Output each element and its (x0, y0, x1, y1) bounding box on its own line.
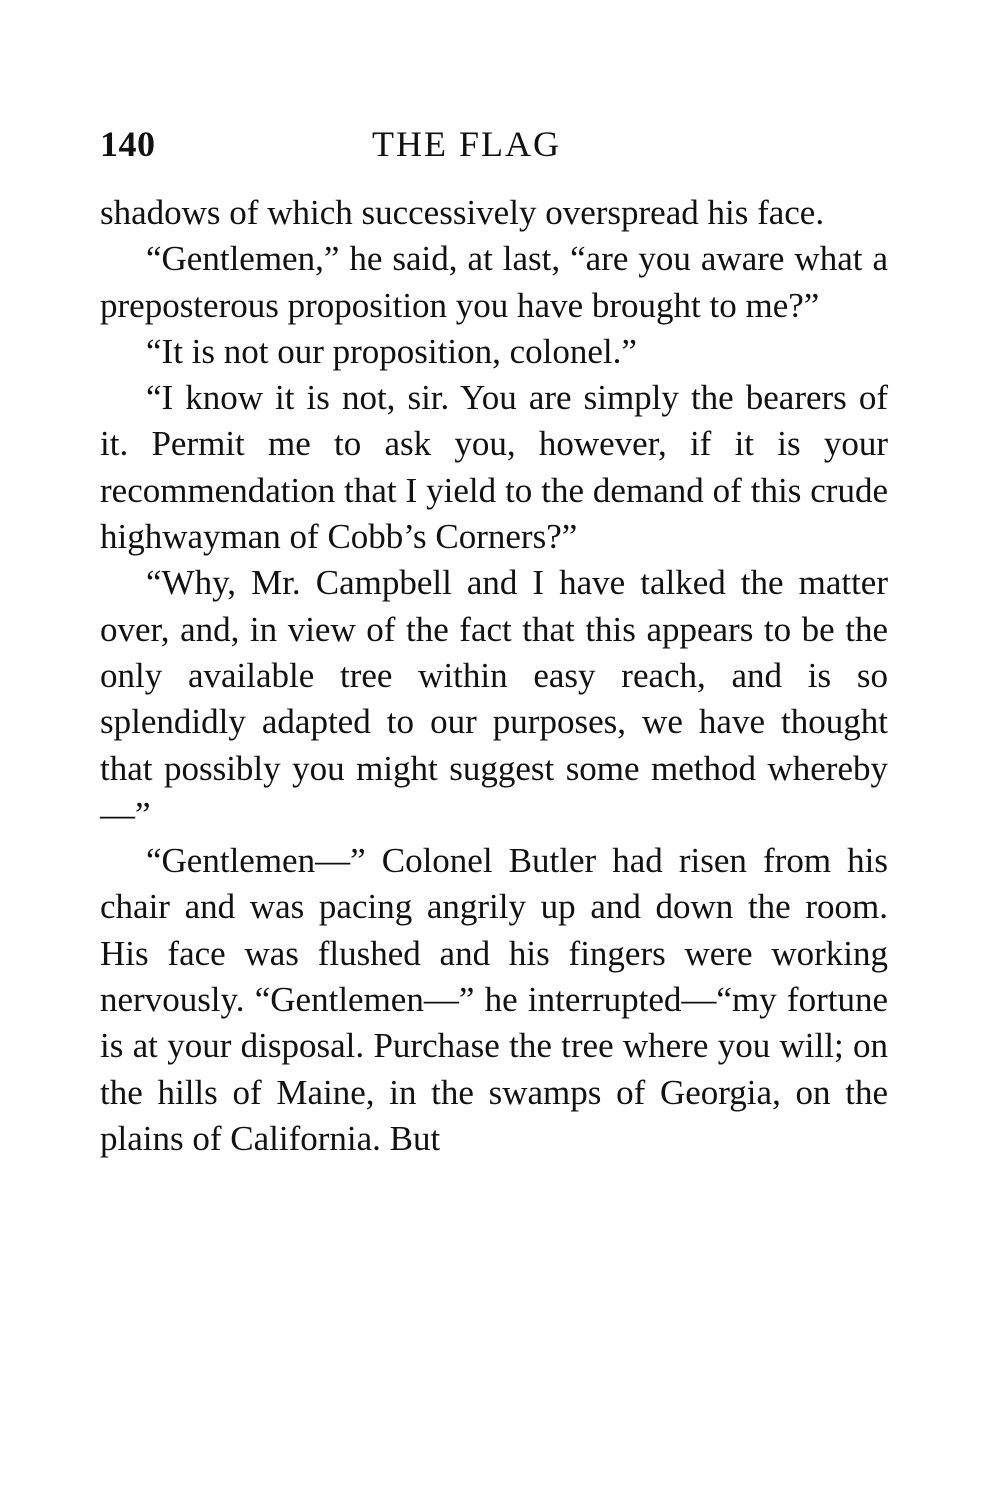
running-title: THE FLAG (372, 124, 561, 164)
paragraph: “I know it is not, sir. You are simply the bearers of it. Permit me to ask you, however, if it is your recommendation that I yield to the demand of this crude highwayman of Cobb’s Corners?” (100, 378, 888, 557)
body-text (100, 190, 888, 1162)
page-number: 140 (100, 124, 156, 164)
paragraph: “Gentlemen—” Colonel Butler had risen from his chair and was pacing angrily up and down the room. His face was flushed and his fingers were working nervously. “Gentlemen—” he interrupted—“my fortune is at your disposal. Purchase the tree where you will; on the hills of Maine, in the swamps of Georgia, on the plains of California. But (100, 841, 888, 1158)
paragraph: “Gentlemen,” he said, at last, “are you aware what a preposterous proposition you have brought to me?” (100, 239, 888, 325)
paragraph-continuation: shadows of which successively overspread his face. (100, 193, 825, 232)
paragraph: “Why, Mr. Campbell and I have talked the matter over, and, in view of the fact that this appears to be the only available tree within easy reach, and is so splendidly adapted to our purposes, we have thought that possibly you might suggest some method whereby—” (100, 563, 888, 834)
paragraph: “It is not our proposition, colonel.” (146, 331, 637, 371)
book-page (100, 118, 888, 1162)
running-head (100, 118, 888, 170)
